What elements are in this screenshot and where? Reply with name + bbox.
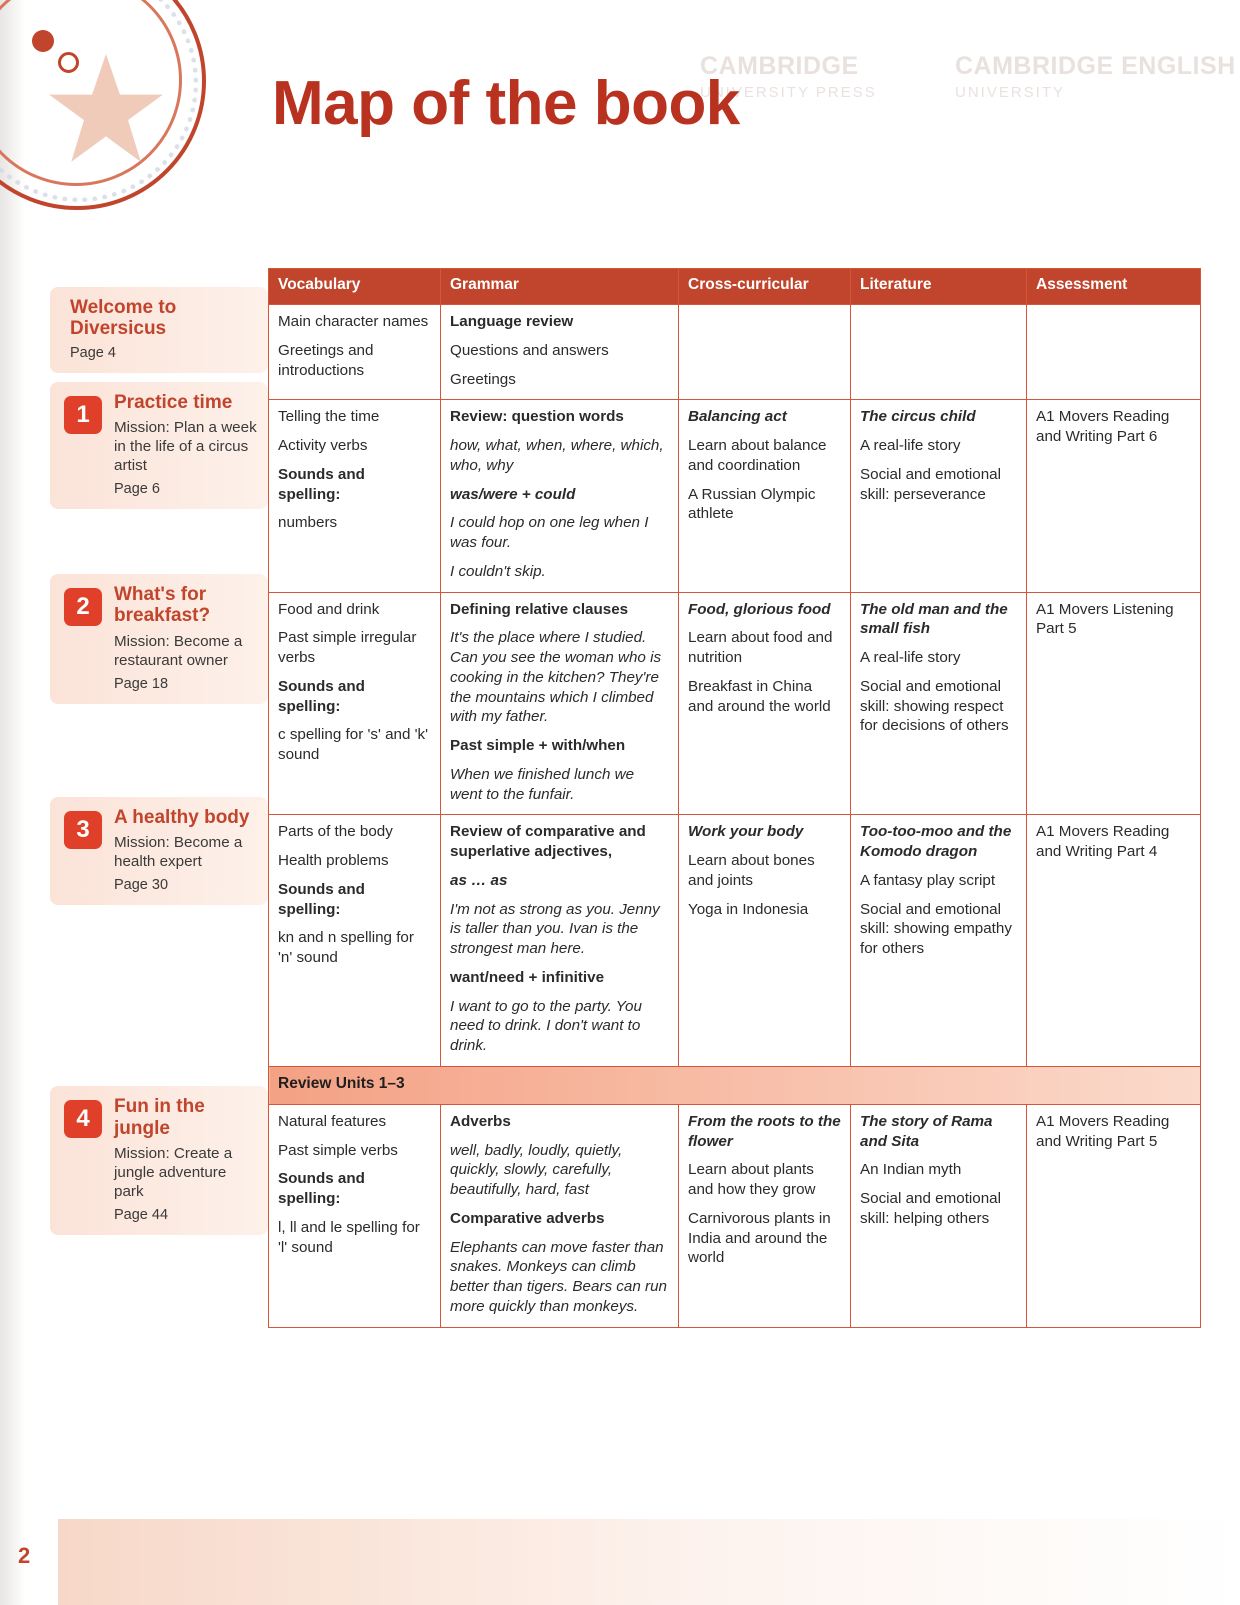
cell-paragraph: Greetings: [450, 370, 516, 388]
cell-literature: [851, 400, 1027, 592]
cell-paragraph: Social and emotional skill: helping others: [860, 1190, 1001, 1227]
cell-paragraph: Learn about plants and how they grow: [688, 1161, 816, 1199]
cell-paragraph: A1 Movers Listening Part 5: [1036, 600, 1174, 638]
cell-vocabulary: [269, 1104, 441, 1327]
unit-title: Fun in the jungle: [114, 1096, 205, 1139]
table-row: [269, 305, 1201, 400]
cell-paragraph: Too-too-moo and the Komodo dragon: [860, 823, 1012, 860]
cell-grammar: [441, 400, 679, 592]
unit-mission: Mission: Become a health expert: [114, 834, 243, 871]
small-dot-icon: [58, 52, 79, 73]
cell-paragraph: well, badly, loudly, quietly, quickly, slowly, carefully, beautifully, hard, fast: [450, 1141, 623, 1199]
cell-paragraph: Sounds and spelling:: [278, 465, 365, 503]
cell-paragraph: Greetings and introductions: [278, 341, 374, 379]
cell-vocabulary: [269, 400, 441, 592]
cell-assessment: [1027, 400, 1201, 592]
table-row: [269, 1104, 1201, 1327]
cell-paragraph: Past simple + with/when: [450, 737, 626, 754]
cell-paragraph: Past simple verbs: [278, 1141, 398, 1159]
cell-paragraph: Natural features: [278, 1112, 387, 1130]
publisher-name-right: CAMBRIDGE ENGLISH: [955, 52, 1236, 80]
cell-paragraph: Sounds and spelling:: [278, 880, 365, 918]
column-header-assessment: Assessment: [1027, 269, 1201, 305]
column-header-literature: Literature: [851, 269, 1027, 305]
large-dot-icon: [32, 30, 54, 52]
cell-paragraph: how, what, when, where, which, who, why: [450, 437, 664, 474]
cell-paragraph: want/need + infinitive: [450, 968, 605, 986]
cell-paragraph: A real-life story: [860, 437, 961, 454]
cell-paragraph: Health problems: [278, 852, 389, 869]
cell-paragraph: Food and drink: [278, 600, 380, 618]
cell-paragraph: I want to go to the party. You need to drink. I don't want to drink.: [450, 997, 642, 1054]
cell-paragraph: Review of comparative and superlative adjectives,: [450, 823, 646, 860]
cell-paragraph: The old man and the small fish: [860, 600, 1008, 638]
cell-paragraph: Telling the time: [278, 408, 380, 426]
cell-paragraph: A1 Movers Reading and Writing Part 5: [1036, 1112, 1170, 1150]
cell-assessment: [1027, 1104, 1201, 1327]
unit-label-1[interactable]: [50, 382, 268, 509]
cell-paragraph: A fantasy play script: [860, 871, 996, 889]
cell-paragraph: Sounds and spelling:: [278, 1170, 365, 1208]
cell-vocabulary: [269, 305, 441, 400]
cell-paragraph: as … as: [450, 871, 508, 889]
unit-label-welcome[interactable]: [50, 287, 268, 374]
cell-paragraph: I couldn't skip.: [450, 562, 546, 580]
cell-paragraph: Questions and answers: [450, 341, 609, 359]
cell-paragraph: Social and emotional skill: perseverance: [860, 465, 1001, 503]
unit-label-3[interactable]: [50, 797, 268, 905]
unit-page-reference: Page 18: [114, 675, 169, 692]
column-header-grammar: Grammar: [441, 269, 679, 305]
cell-cross-curricular: [679, 1104, 851, 1327]
table-row: [269, 400, 1201, 592]
cell-paragraph: Past simple irregular verbs: [278, 629, 417, 666]
cell-paragraph: I'm not as strong as you. Jenny is taller than you. Ivan is the strongest man here.: [450, 900, 660, 957]
table-row: [269, 592, 1201, 815]
unit-page-reference: Page 4: [70, 345, 116, 362]
unit-label-4[interactable]: [50, 1086, 268, 1235]
unit-number-badge: 4: [64, 1100, 102, 1138]
cell-assessment: [1027, 305, 1201, 400]
cell-paragraph: A1 Movers Reading and Writing Part 4: [1036, 823, 1170, 860]
cell-paragraph: Breakfast in China and around the world: [688, 677, 831, 715]
cell-paragraph: Language review: [450, 313, 574, 330]
review-units-row: [269, 1066, 1201, 1104]
cell-paragraph: Main character names: [278, 313, 429, 330]
cell-paragraph: The circus child: [860, 408, 976, 426]
column-header-cross-curricular: Cross-curricular: [679, 269, 851, 305]
cell-cross-curricular: [679, 305, 851, 400]
unit-number-badge: 2: [64, 588, 102, 626]
unit-number-badge: 3: [64, 811, 102, 849]
cell-literature: [851, 1104, 1027, 1327]
cell-vocabulary: [269, 592, 441, 815]
cell-paragraph: Learn about balance and coordination: [688, 437, 827, 474]
table-header-row: [269, 269, 1201, 305]
cell-paragraph: Social and emotional skill: showing respect for decisions of others: [860, 677, 1009, 735]
cell-paragraph: Elephants can move faster than snakes. Monkeys can climb better than tigers. Bears can run more quickly than monkeys.: [450, 1238, 667, 1315]
publisher-sub-right: UNIVERSITY: [955, 84, 1066, 101]
cell-paragraph: An Indian myth: [860, 1161, 962, 1179]
cell-paragraph: Parts of the body: [278, 823, 393, 841]
unit-mission: Mission: Become a restaurant owner: [114, 632, 243, 669]
cell-paragraph: Comparative adverbs: [450, 1209, 605, 1227]
page-number: 2: [18, 1543, 31, 1568]
unit-page-reference: Page 30: [114, 877, 169, 894]
cell-assessment: [1027, 592, 1201, 815]
publisher-mark-right: [955, 52, 1236, 101]
review-units-label: Review Units 1–3: [269, 1066, 1201, 1104]
cell-paragraph: c spelling for 's' and 'k' sound: [278, 726, 429, 763]
cell-cross-curricular: [679, 592, 851, 815]
cell-paragraph: Sounds and spelling:: [278, 677, 365, 715]
cell-cross-curricular: [679, 815, 851, 1067]
cell-grammar: [441, 592, 679, 815]
cell-paragraph: It's the place where I studied. Can you see the woman who is cooking in the kitchen? They're the mountains which I climbed with my father.: [450, 629, 662, 726]
cell-literature: [851, 592, 1027, 815]
cell-paragraph: A1 Movers Reading and Writing Part 6: [1036, 408, 1170, 445]
cell-paragraph: A Russian Olympic athlete: [688, 485, 816, 523]
cell-paragraph: kn and n spelling for 'n' sound: [278, 929, 414, 966]
cell-paragraph: Learn about bones and joints: [688, 852, 815, 889]
cell-grammar: [441, 815, 679, 1067]
map-of-the-book-table: [268, 268, 1174, 1328]
publisher-sub-left: UNIVERSITY PRESS: [700, 84, 877, 101]
publisher-name-left: CAMBRIDGE: [700, 52, 859, 80]
unit-page-reference: Page 44: [114, 1206, 169, 1223]
cell-paragraph: A real-life story: [860, 649, 961, 666]
unit-mission: Mission: Plan a week in the life of a circus artist: [114, 419, 257, 475]
unit-page-reference: Page 6: [114, 481, 160, 498]
footer-band: [58, 1519, 1240, 1605]
unit-mission: Mission: Create a jungle adventure park: [114, 1144, 233, 1200]
unit-label-2[interactable]: [50, 574, 268, 704]
cell-paragraph: The story of Rama and Sita: [860, 1112, 993, 1150]
cell-paragraph: numbers: [278, 514, 338, 532]
cell-paragraph: I could hop on one leg when I was four.: [450, 514, 649, 551]
cell-paragraph: was/were + could: [450, 485, 576, 503]
cell-paragraph: Food, glorious food: [688, 600, 831, 618]
cell-paragraph: From the roots to the flower: [688, 1112, 841, 1150]
column-header-vocabulary: Vocabulary: [269, 269, 441, 305]
unit-title: Practice time: [114, 391, 233, 413]
cell-paragraph: Social and emotional skill: showing empathy for others: [860, 900, 1012, 957]
table-row: [269, 815, 1201, 1067]
cell-literature: [851, 815, 1027, 1067]
cell-vocabulary: [269, 815, 441, 1067]
cell-paragraph: Activity verbs: [278, 437, 368, 454]
unit-number-badge: 1: [64, 396, 102, 434]
cell-assessment: [1027, 815, 1201, 1067]
decorative-emblem: [0, 0, 250, 250]
cell-paragraph: Review: question words: [450, 408, 624, 426]
cell-paragraph: Yoga in Indonesia: [688, 900, 809, 918]
cell-paragraph: Learn about food and nutrition: [688, 629, 833, 666]
cell-cross-curricular: [679, 400, 851, 592]
cell-literature: [851, 305, 1027, 400]
cell-grammar: [441, 1104, 679, 1327]
cell-paragraph: When we finished lunch we went to the funfair.: [450, 765, 635, 803]
unit-title: Welcome to Diversicus: [70, 296, 177, 339]
cell-grammar: [441, 305, 679, 400]
cell-paragraph: Work your body: [688, 823, 804, 841]
cell-paragraph: Defining relative clauses: [450, 600, 629, 618]
cell-paragraph: Adverbs: [450, 1112, 511, 1130]
cell-paragraph: l, ll and le spelling for 'l' sound: [278, 1218, 420, 1256]
unit-title: A healthy body: [114, 806, 250, 828]
cell-paragraph: Balancing act: [688, 408, 787, 426]
unit-title: What's for breakfast?: [114, 584, 211, 627]
cell-paragraph: Carnivorous plants in India and around the world: [688, 1209, 831, 1267]
page-title: Map of the book: [272, 69, 740, 138]
